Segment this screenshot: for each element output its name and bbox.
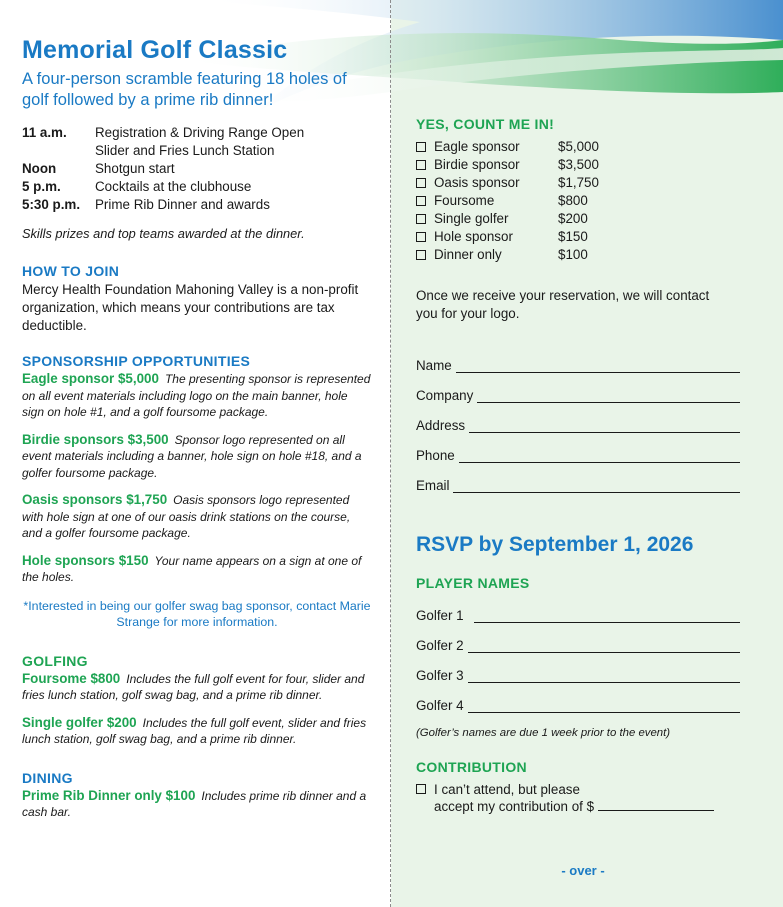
option-name: Foursome (434, 193, 495, 208)
field-label: Email (416, 478, 450, 493)
sponsor-label: Oasis sponsors $1,750 (22, 492, 168, 507)
over-note: - over - (561, 863, 605, 878)
registration-form-column (416, 116, 746, 815)
sponsor-description: Oasis sponsors logo represented with hole sign at one of our oasis drink stations on the course, and a golfer foursome package. (22, 493, 351, 540)
phone-field (416, 433, 746, 463)
golfing-item-single (22, 715, 372, 748)
sponsor-description: Your name appears on a sign at one of the holes. (22, 553, 362, 584)
sponsor-item-eagle (22, 371, 372, 421)
golfing-description: Includes the full golf event, slider and fries lunch station, golf swag bag, and a prime rib dinner. (22, 715, 367, 746)
event-subtitle: A four-person scramble featuring 18 holes of golf followed by a prime rib dinner! (22, 70, 347, 109)
option-price: $150 (558, 229, 588, 244)
swag-bag-note: *Interested in being our golfer swag bag sponsor, contact Marie Strange for more information. (23, 598, 371, 629)
fold-divider (390, 0, 391, 907)
option-name: Hole sponsor (434, 229, 513, 244)
golfer-3-input[interactable] (468, 669, 740, 683)
golfing-label: Single golfer $200 (22, 714, 137, 730)
sponsorship-heading: SPONSORSHIP OPPORTUNITIES (22, 353, 251, 369)
option-price: $5,000 (558, 139, 599, 154)
contribution-text (434, 781, 714, 815)
option-price: $100 (558, 247, 588, 262)
checkbox-icon[interactable] (416, 142, 426, 152)
schedule-row (22, 124, 372, 142)
dining-item-prime-rib (22, 788, 372, 821)
schedule-row (22, 178, 372, 196)
email-input[interactable] (453, 479, 740, 493)
contribution-line-2 (434, 798, 714, 815)
golfer-4-field (416, 683, 746, 713)
schedule-text: Cocktails at the clubhouse (95, 179, 252, 194)
option-name: Birdie sponsor (434, 157, 520, 172)
address-input[interactable] (469, 419, 740, 433)
golfer-2-field (416, 623, 746, 653)
golfer-4-input[interactable] (468, 699, 740, 713)
field-label: Name (416, 358, 452, 373)
company-input[interactable] (477, 389, 740, 403)
sponsor-label: Birdie sponsors $3,500 (22, 431, 169, 447)
address-field (416, 403, 746, 433)
option-eagle-sponsor[interactable] (416, 138, 746, 156)
schedule-row (22, 196, 372, 214)
option-price: $1,750 (558, 175, 599, 190)
player-fields (416, 593, 746, 713)
email-field (416, 463, 746, 493)
contribution-line-1: I can’t attend, but please (434, 782, 580, 797)
checkbox-icon[interactable] (416, 160, 426, 170)
logo-note: Once we receive your reservation, we will contact you for your logo. (416, 288, 710, 321)
contribution-option[interactable] (416, 781, 746, 815)
dining-heading: DINING (22, 769, 73, 786)
sponsor-label: Eagle sponsor $5,000 (22, 371, 159, 386)
sponsor-item-oasis (22, 492, 372, 542)
field-label: Golfer 3 (416, 668, 464, 683)
how-to-join-heading: HOW TO JOIN (22, 263, 120, 279)
how-to-join-text: Mercy Health Foundation Mahoning Valley is a non-profit organization, which means your contributions are tax deductible. (22, 282, 359, 333)
checkbox-icon[interactable] (416, 196, 426, 206)
name-input[interactable] (456, 359, 740, 373)
option-name: Dinner only (434, 247, 502, 262)
schedule-text: Prime Rib Dinner and awards (95, 197, 270, 212)
contribution-label: accept my contribution of $ (434, 799, 595, 814)
prizes-note: Skills prizes and top teams awarded at the dinner. (22, 226, 305, 241)
contribution-amount-input[interactable] (598, 799, 714, 811)
phone-input[interactable] (459, 449, 740, 463)
schedule (22, 124, 372, 214)
option-name: Eagle sponsor (434, 139, 520, 154)
sponsor-item-hole (22, 553, 372, 586)
dining-description: Includes prime rib dinner and a cash bar. (22, 788, 367, 819)
option-single-golfer[interactable] (416, 210, 746, 228)
sponsor-description: The presenting sponsor is represented on all event materials including logo on the main banner, hole sign on hole #1, and a golf foursome package. (22, 372, 371, 419)
schedule-text: Slider and Fries Lunch Station (95, 143, 275, 158)
schedule-time: 11 a.m. (22, 125, 67, 140)
golfer-1-input[interactable] (474, 609, 740, 623)
schedule-text: Shotgun start (95, 161, 175, 176)
checkbox-icon[interactable] (416, 784, 426, 794)
option-dinner-only[interactable] (416, 246, 746, 264)
schedule-row (22, 160, 372, 178)
checkbox-icon[interactable] (416, 232, 426, 242)
rsvp-deadline: RSVP by September 1, 2026 (416, 533, 694, 556)
contribution-heading: CONTRIBUTION (416, 759, 527, 775)
option-price: $800 (558, 193, 588, 208)
field-label: Phone (416, 448, 455, 463)
golfer-1-field (416, 593, 746, 623)
schedule-text: Registration & Driving Range Open (95, 125, 305, 140)
sponsor-label: Hole sponsors $150 (22, 552, 149, 568)
schedule-time: 5 p.m. (22, 179, 61, 194)
option-oasis-sponsor[interactable] (416, 174, 746, 192)
checkbox-icon[interactable] (416, 214, 426, 224)
schedule-time: Noon (22, 161, 57, 176)
checkbox-icon[interactable] (416, 178, 426, 188)
option-foursome[interactable] (416, 192, 746, 210)
field-label: Golfer 1 (416, 608, 464, 623)
golfing-heading: GOLFING (22, 652, 88, 669)
golfing-description: Includes the full golf event for four, slider and fries lunch station, golf swag bag, and a prime rib dinner. (22, 671, 365, 702)
sponsor-description: Sponsor logo represented on all event materials including a banner, hole sign on hole #18, and a golfer foursome package. (22, 432, 362, 480)
field-label: Golfer 4 (416, 698, 464, 713)
golfer-names-note: (Golfer’s names are due 1 week prior to the event) (416, 727, 671, 739)
field-label: Golfer 2 (416, 638, 464, 653)
dining-label: Prime Rib Dinner only $100 (22, 787, 196, 803)
golfing-label: Foursome $800 (22, 670, 121, 686)
option-name: Single golfer (434, 211, 509, 226)
page-title: Memorial Golf Classic (22, 36, 288, 64)
golfer-2-input[interactable] (468, 639, 740, 653)
name-field (416, 343, 746, 373)
golfer-3-field (416, 653, 746, 683)
field-label: Company (416, 388, 474, 403)
option-price: $200 (558, 211, 588, 226)
option-birdie-sponsor[interactable] (416, 156, 746, 174)
contact-fields (416, 343, 746, 493)
field-label: Address (416, 418, 466, 433)
sponsor-item-birdie (22, 432, 372, 482)
option-name: Oasis sponsor (434, 175, 520, 190)
checkbox-icon[interactable] (416, 250, 426, 260)
signup-heading: YES, COUNT ME IN! (416, 116, 555, 132)
company-field (416, 373, 746, 403)
option-hole-sponsor[interactable] (416, 228, 746, 246)
signup-options (416, 138, 746, 264)
option-price: $3,500 (558, 157, 599, 172)
schedule-time: 5:30 p.m. (22, 197, 81, 212)
player-names-heading: PLAYER NAMES (416, 575, 530, 591)
golfing-item-foursome (22, 671, 372, 704)
event-info-column (22, 36, 372, 821)
